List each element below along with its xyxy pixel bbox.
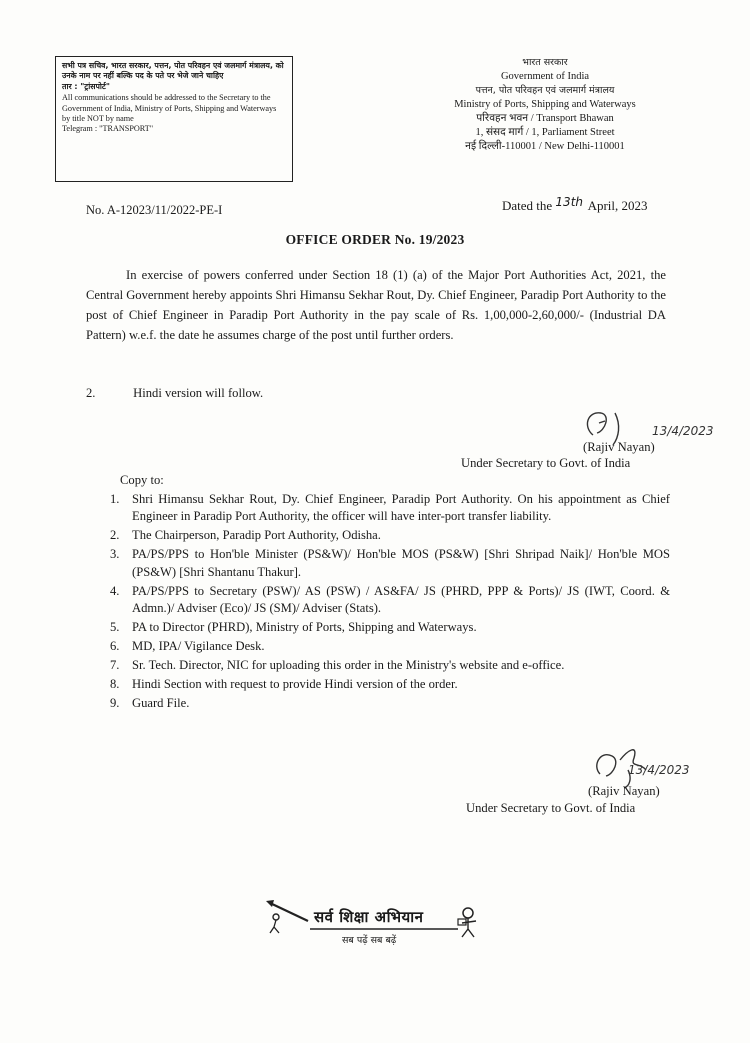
govt-name: Government of India [500,71,590,82]
list-item-text: Sr. Tech. Director, NIC for uploading this order in the Ministry's website and e-office. [132,658,565,673]
communication-notice-box [55,56,293,182]
list-item [110,676,670,693]
notice-english: All communications should be addressed to the Secretary to the Government of India, Ministry of Ports, Shipping and Waterways by title NOT by name [62,93,277,124]
bhawan-address: परिवहन भवन / Transport Bhawan [476,113,614,124]
list-item-text: The Chairperson, Paradip Port Authority, Odisha. [132,528,381,543]
list-item-number: 8. [110,677,120,692]
point-2-number: 2. [86,386,96,400]
list-item-text: PA to Director (PHRD), Ministry of Ports, Shipping and Waterways. [132,620,477,635]
list-item-number: 1. [110,492,120,506]
signature-2-date: 13/4/2023 [628,763,690,777]
list-item-text: MD, IPA/ Vigilance Desk. [132,639,265,654]
list-item-number: 2. [110,528,120,543]
city-address: नई दिल्ली-110001 / New Delhi-110001 [465,141,625,152]
list-item-text: PA/PS/PPS to Hon'ble Minister (PS&W)/ Hon'ble MOS (PS&W) [Shri Shripad Naik]/ Hon'ble MOS (PS&W) [Shri Shantanu Thakur]. [132,547,670,579]
list-item-number: 7. [110,658,120,673]
ministry-name: Ministry of Ports, Shipping and Waterways [454,99,636,110]
signature-1-date: 13/4/2023 [652,424,714,438]
notice-hindi: सभी पत्र सचिव, भारत सरकार, पत्तन, पोत परिवहन एवं जलमार्ग मंत्रालय, को उनके नाम पर नहीं बल्कि पद के पते पर भेजे जाने चाहिए [62,61,284,81]
point-2-text: Hindi version will follow. [133,386,264,400]
list-item [110,527,670,544]
list-item [110,638,670,655]
list-item [110,583,670,618]
list-item [110,619,670,636]
reference-number: No. A-12023/11/2022-PE-I [86,203,223,217]
street-address: 1, संसद मार्ग / 1, Parliament Street [475,127,615,138]
signature-1-name: (Rajiv Nayan) [583,440,655,454]
sarva-shiksha-abhiyan-logo [262,895,492,955]
point-2 [86,386,263,401]
list-item [110,491,670,526]
signature-2-designation: Under Secretary to Govt. of India [466,801,636,815]
list-item-number: 9. [110,696,120,711]
list-item-number: 3. [110,547,120,562]
list-item-text: Shri Himansu Sekhar Rout, Dy. Chief Engineer, Paradip Port Authority. On his appointment as Chief Engineer in Paradip Port Authority, the officer will have inter-port transfer liability. [132,492,670,524]
list-item-number: 6. [110,639,120,654]
list-item-text: Hindi Section with request to provide Hindi version of the order. [132,677,458,692]
list-item [110,657,670,674]
list-item-number: 5. [110,620,120,635]
dated-suffix: April, 2023 [587,198,648,213]
list-item [110,546,670,581]
order-date [502,195,648,214]
signature-1-designation: Under Secretary to Govt. of India [461,456,631,470]
copy-list [110,491,670,714]
list-item-number: 4. [110,583,120,598]
govt-hindi: भारत सरकार [522,57,568,68]
ministry-hindi: पत्तन, पोत परिवहन एवं जलमार्ग मंत्रालय [475,85,615,96]
notice-telegram: Telegram : "TRANSPORT" [62,124,154,134]
list-item [110,695,670,712]
page-title: OFFICE ORDER No. 19/2023 [285,232,465,247]
government-header [420,56,670,154]
dated-handwritten-day: 13th [555,195,584,209]
list-item-text: Guard File. [132,696,190,711]
logo-tagline: सब पढ़ें सब बढ़ें [342,935,397,946]
order-paragraph: In exercise of powers conferred under Section 18 (1) (a) of the Major Port Authorities Act, 2021, the Central Government hereby appoints Shri Himansu Sekhar Rout, Dy. Chief Engineer, Paradip Port Authority to the post of Chief Engineer in Paradip Port Authority in the pay scale of Rs. 1,00,000-2,60,000/- (Industrial DA Pattern) w.e.f. the date he assumes charge of the post until further orders. [86,268,666,342]
copy-to-label: Copy to: [120,473,164,487]
dated-prefix: Dated the [502,198,553,213]
notice-hindi-telegram: तार : "ट्रांसपोर्ट" [62,81,110,91]
signature-2-name: (Rajiv Nayan) [588,784,660,798]
logo-title: सर्व शिक्षा अभियान [314,908,424,926]
list-item-text: PA/PS/PPS to Secretary (PSW)/ AS (PSW) / AS&FA/ JS (PHRD, PPP & Ports)/ JS (IWT, Coord. & Admn.)/ Adviser (Eco)/ JS (SM)/ Adviser (Stats). [132,583,670,616]
